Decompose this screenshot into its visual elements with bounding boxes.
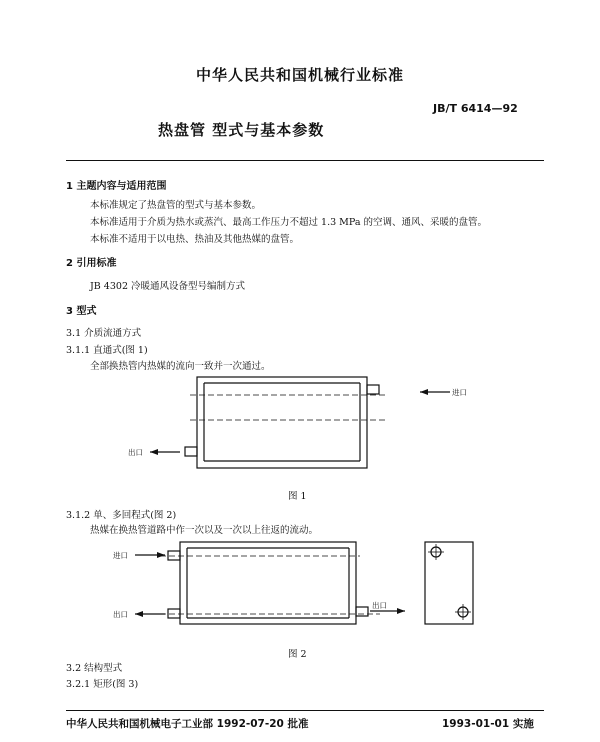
footer-issued: 中华人民共和国机械电子工业部 1992-07-20 批准 — [66, 718, 309, 730]
section-3-2-heading: 3.2 结构型式 — [66, 663, 123, 674]
section-3-1-2-text: 热媒在换热管道路中作一次以及一次以上往返的流动。 — [90, 525, 319, 536]
section-3-1-2-heading: 3.1.2 单、多回程式(图 2) — [66, 510, 177, 521]
standard-organization: 中华人民共和国机械行业标准 — [195, 66, 404, 84]
section-1-paragraph-1: 本标准规定了热盘管的型式与基本参数。 — [90, 200, 262, 211]
section-2-reference: JB 4302 冷暖通风设备型号编制方式 — [90, 281, 246, 292]
fig2-outlet-right-label: 出口 — [372, 601, 387, 610]
section-3-heading: 3 型式 — [66, 306, 97, 317]
section-2-heading: 2 引用标准 — [66, 258, 117, 269]
section-3-2-1-heading: 3.2.1 矩形(图 3) — [66, 679, 139, 690]
standard-code: JB/T 6414—92 — [433, 102, 518, 115]
figure-2-caption: 图 2 — [288, 649, 307, 660]
footer-rule — [66, 710, 544, 711]
figure-1-caption: 图 1 — [288, 491, 307, 502]
fig2-coil-frame — [180, 542, 356, 624]
fig2-outlet-left-label: 出口 — [113, 610, 128, 619]
section-1-heading: 1 主题内容与适用范围 — [66, 181, 167, 192]
fig2-inlet-nozzle — [168, 551, 180, 560]
fig1-inlet-label: 进口 — [452, 388, 467, 397]
footer-effective: 1993-01-01 实施 — [442, 718, 534, 730]
fig2-inlet-label: 进口 — [113, 551, 128, 560]
fig1-outlet-label: 出口 — [128, 448, 143, 457]
document-title: 热盘管 型式与基本参数 — [158, 121, 325, 139]
fig2-outlet-right-nozzle — [356, 607, 368, 616]
fig2-outlet-right-arrowhead — [397, 608, 405, 614]
section-3-1-heading: 3.1 介质流通方式 — [66, 328, 142, 339]
section-3-1-1-heading: 3.1.1 直通式(图 1) — [66, 345, 148, 356]
fig2-inlet-arrowhead — [157, 552, 165, 558]
section-3-1-1-text: 全部换热管内热媒的流向一致并一次通过。 — [90, 361, 271, 372]
section-1-paragraph-2: 本标准适用于介质为热水或蒸汽、最高工作压力不超过 1.3 MPa 的空调、通风、采暖的盘管。 — [90, 217, 488, 228]
section-1-paragraph-3: 本标准不适用于以电热、热油及其他热媒的盘管。 — [90, 234, 300, 245]
fig2-outlet-left-nozzle — [168, 609, 180, 618]
fig2-outlet-left-arrowhead — [135, 611, 143, 617]
